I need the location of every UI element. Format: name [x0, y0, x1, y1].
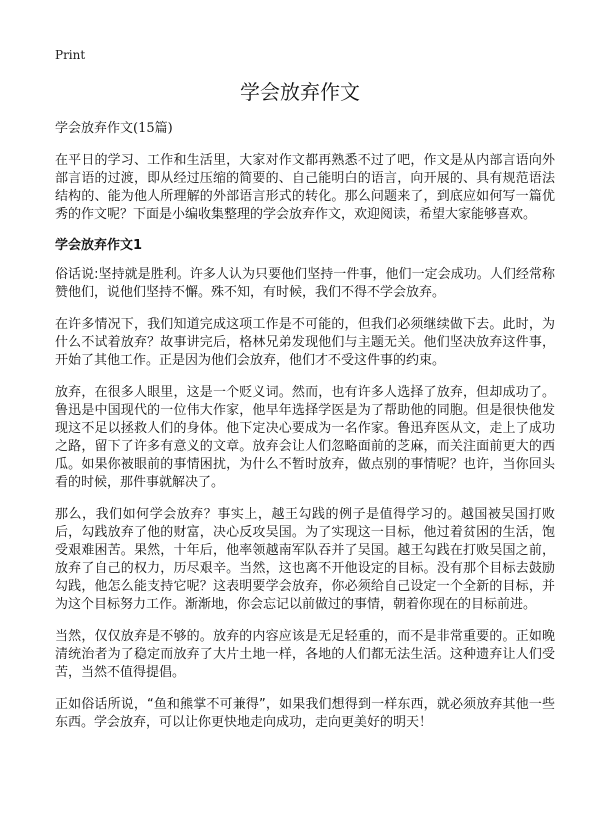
intro-paragraph: 在平日的学习、工作和生活里，大家对作文都再熟悉不过了吧，作文是从内部言语向外部言语的过渡，即从经过压缩的简要的、自己能明白的语言，向开展的、具有规范语法结构的、能为他人所理解的外部语言形式的转化。那么问题来了，到底应如何写一篇优秀的作文呢？下面是小编收集整理的学会放弃作文，欢迎阅读，希望大家能够喜欢。: [55, 153, 555, 222]
section-heading: 学会放弃作文1: [55, 238, 143, 253]
article-body: [55, 121, 555, 746]
article-subtitle: 学会放弃作文(15篇): [55, 121, 173, 136]
body-paragraph-3: 放弃，在很多人眼里，这是一个贬义词。然而，也有许多人选择了放弃，但却成功了。鲁迅是中国现代的一位伟大作家，他早年选择学医是为了帮助他的同胞。但是很快他发现这不足以拯救人们的身体。他下定决心要成为一名作家。鲁迅弃医从文，走上了成功之路，留下了许多有意义的文章。放弃会让人们忽略面前的芝麻，而关注面前更大的西瓜。如果你被眼前的事情困扰，为什么不暂时放弃，做点别的事情呢？也许，当你回头看的时候，那件事就解决了。: [55, 385, 555, 490]
body-paragraph-2: 在许多情况下，我们知道完成这项工作是不可能的，但我们必须继续做下去。此时，为什么不试着放弃？故事讲完后，格林兄弟发现他们与主题无关。他们坚决放弃这件事，开始了其他工作。正是因为他们会放弃，他们才不受这件事的约束。: [55, 317, 555, 368]
print-link[interactable]: Print: [55, 48, 86, 62]
body-paragraph-1: 俗话说:坚持就是胜利。许多人认为只要他们坚持一件事，他们一定会成功。人们经常称赞他们，说他们坚持不懈。殊不知，有时候，我们不得不学会放弃。: [55, 267, 555, 300]
body-paragraph-4: 那么，我们如何学会放弃？事实上，越王勾践的例子是值得学习的。越国被吴国打败后，勾践放弃了他的财富，决心反攻吴国。为了实现这一目标，他过着贫困的生活，饱受艰难困苦。果然，十年后，他率领越南军队吞并了吴国。越王勾践在打败吴国之前，放弃了自己的权力，历尽艰辛。当然，这也离不开他设定的目标。没有那个目标去鼓励勾践，他怎么能支持它呢？这表明要学会放弃，你必须给自己设定一个全新的目标，并为这个目标努力工作。渐渐地，你会忘记以前做过的事情，朝着你现在的目标前进。: [55, 507, 555, 612]
body-paragraph-5: 当然，仅仅放弃是不够的。放弃的内容应该是无足轻重的，而不是非常重要的。正如晚清统治者为了稳定而放弃了大片土地一样，各地的人们都无法生活。这种遗弃让人们受苦，当然不值得提倡。: [55, 629, 555, 680]
page-title: 学会放弃作文: [240, 80, 360, 104]
body-paragraph-6: 正如俗话所说，“鱼和熊掌不可兼得”，如果我们想得到一样东西，就必须放弃其他一些东西。学会放弃，可以让你更快地走向成功，走向更美好的明天！: [55, 697, 555, 730]
